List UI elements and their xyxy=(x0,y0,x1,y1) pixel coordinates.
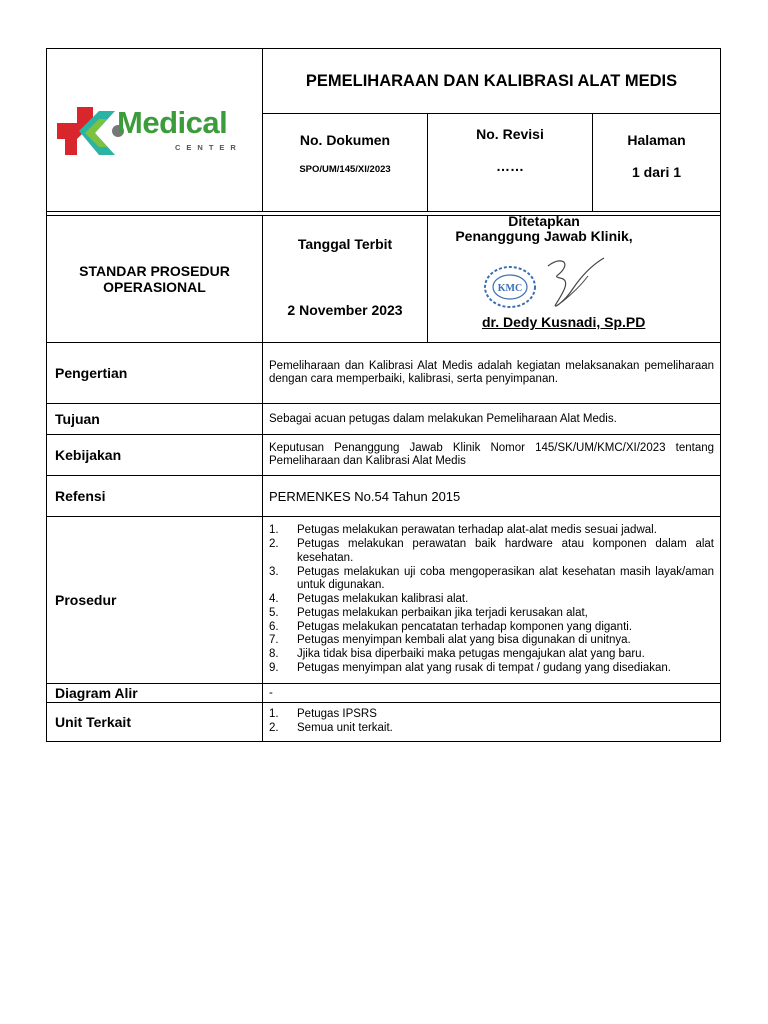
prosedur-step-item-number: 3. xyxy=(269,565,279,578)
kebijakan-text: Keputusan Penanggung Jawab Klinik Nomor 145/SK/UM/KMC/XI/2023 tentang Pemeliharaan dan Kalibrasi Alat Medis xyxy=(263,435,721,476)
prosedur-step-item-text: Petugas melakukan perawatan baik hardware atau komponen dalam alat kesehatan. xyxy=(297,537,715,564)
unit-item-number: 1. xyxy=(269,708,279,721)
logo-subtitle: CENTER xyxy=(175,143,242,152)
revision-label: No. Revisi xyxy=(476,126,544,143)
prosedur-step-item-text: Petugas melakukan kalibrasi alat. xyxy=(297,593,469,606)
prosedur-step-item xyxy=(269,621,714,635)
unit-item xyxy=(269,708,714,722)
prosedur-step-item-text: Petugas melakukan pencatatan terhadap komponen yang diganti. xyxy=(297,620,633,633)
prosedur-list xyxy=(269,524,714,676)
kebijakan-label: Kebijakan xyxy=(47,435,263,476)
unit-item-text: Semua unit terkait. xyxy=(297,722,393,734)
prosedur-step-item-text: Petugas melakukan perbaikan jika terjadi kerusakan alat, xyxy=(297,606,588,619)
sop-label-line1: STANDAR PROSEDUR xyxy=(79,263,230,279)
prosedur-step-item xyxy=(269,662,714,676)
page-label: Halaman xyxy=(627,132,686,149)
clinic-logo xyxy=(47,49,263,212)
issued-date-label: Tanggal Terbit xyxy=(297,236,393,252)
prosedur-step-item-text: Petugas melakukan uji coba mengoperasikan alat kesehatan masih layak/aman untuk digunakan. xyxy=(297,565,715,592)
unit-cell xyxy=(263,703,721,742)
unit-item-text: Petugas IPSRS xyxy=(297,708,377,721)
revision-value: …… xyxy=(496,158,524,175)
prosedur-step-item xyxy=(269,607,714,621)
refensi-label: Refensi xyxy=(47,476,263,517)
unit-item xyxy=(269,722,714,736)
prosedur-step-item-number: 7. xyxy=(269,634,279,647)
stamp-text: KMC xyxy=(497,283,523,294)
prosedur-step-item-number: 6. xyxy=(269,620,279,633)
doc-number-value: SPO/UM/145/XI/2023 xyxy=(299,164,391,176)
prosedur-step-item-text: Petugas menyimpan kembali alat yang bisa digunakan di unitnya. xyxy=(297,634,631,647)
sop-document xyxy=(46,48,720,742)
prosedur-step-item-text: Petugas menyimpan alat yang rusak di tempat / gudang yang disediakan. xyxy=(297,662,671,675)
approver-name: dr. Dedy Kusnadi, Sp.PD xyxy=(482,314,646,330)
prosedur-step-item-number: 1. xyxy=(269,524,279,537)
prosedur-step-item xyxy=(269,634,714,648)
prosedur-label: Prosedur xyxy=(47,517,263,684)
clinic-stamp-icon xyxy=(482,264,538,310)
prosedur-step-item xyxy=(269,566,714,594)
pengertian-label: Pengertian xyxy=(47,343,263,404)
prosedur-step-item-text: Jjika tidak bisa diperbaiki maka petugas mengajukan alat yang baru. xyxy=(297,648,645,661)
medical-cross-icon xyxy=(55,103,125,163)
unit-label: Unit Terkait xyxy=(47,703,263,742)
approval-cell xyxy=(428,213,721,343)
prosedur-step-item xyxy=(269,648,714,662)
diagram-label: Diagram Alir xyxy=(47,684,263,703)
prosedur-step-item xyxy=(269,524,714,538)
sop-header-table xyxy=(46,48,721,742)
refensi-text: PERMENKES No.54 Tahun 2015 xyxy=(263,476,721,517)
prosedur-step-item-number: 9. xyxy=(269,662,279,675)
doc-number-label: No. Dokumen xyxy=(299,132,391,149)
revision-cell xyxy=(428,114,593,212)
tujuan-text: Sebagai acuan petugas dalam melakukan Pemeliharaan Alat Medis. xyxy=(263,404,721,435)
approver-title: Penanggung Jawab Klinik, xyxy=(455,228,633,244)
sop-label-line2: OPERASIONAL xyxy=(103,279,206,295)
prosedur-step-item-number: 5. xyxy=(269,606,279,619)
page-cell xyxy=(593,114,721,212)
unit-list xyxy=(269,708,714,736)
prosedur-cell xyxy=(263,517,721,684)
pengertian-text: Pemeliharaan dan Kalibrasi Alat Medis adalah kegiatan melaksanakan pemeliharaan dengan cara memperbaiki, kalibrasi, serta penyimpanan. xyxy=(263,343,721,404)
issued-date-value: 2 November 2023 xyxy=(287,302,403,318)
prosedur-step-item-number: 2. xyxy=(269,537,279,550)
prosedur-step-item-number: 4. xyxy=(269,593,279,606)
prosedur-step-item-text: Petugas melakukan perawatan terhadap alat-alat medis sesuai jadwal. xyxy=(297,524,657,537)
logo-wordmark: Medical xyxy=(117,105,228,140)
diagram-text: - xyxy=(263,684,721,703)
tujuan-label: Tujuan xyxy=(47,404,263,435)
prosedur-step-item xyxy=(269,593,714,607)
unit-item-number: 2. xyxy=(269,722,279,734)
approval-label: Ditetapkan xyxy=(508,213,580,229)
prosedur-step-item-number: 8. xyxy=(269,648,279,661)
doc-number-cell xyxy=(263,114,428,212)
sop-label-cell xyxy=(47,216,263,343)
page-value: 1 dari 1 xyxy=(631,164,682,181)
signature-icon xyxy=(542,254,612,314)
prosedur-step-item xyxy=(269,538,714,566)
document-title: PEMELIHARAAN DAN KALIBRASI ALAT MEDIS xyxy=(263,49,721,114)
